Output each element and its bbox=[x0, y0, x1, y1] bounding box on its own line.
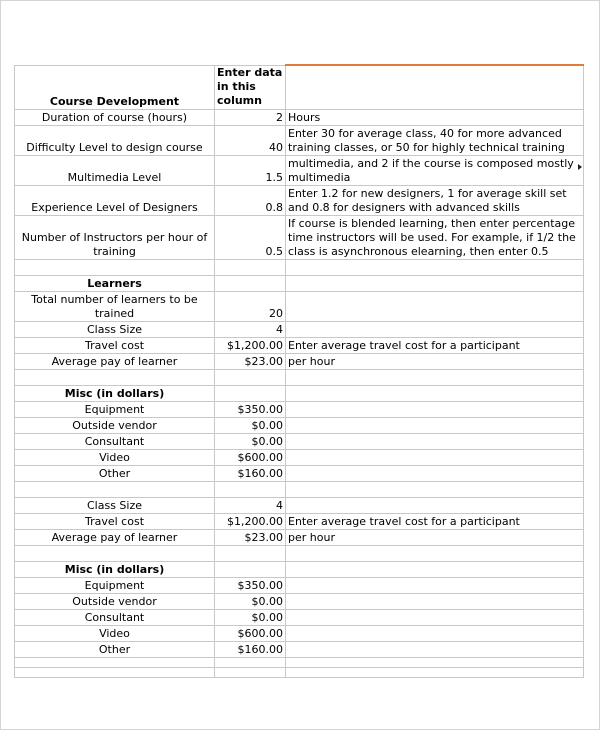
value-cell[interactable]: $160.00 bbox=[215, 641, 286, 657]
section-header-cell[interactable]: Learners bbox=[15, 275, 215, 291]
label-cell[interactable] bbox=[15, 545, 215, 561]
note-text: Enter 1.2 for new designers, 1 for average skill set and 0.8 for designers with advanced skills bbox=[288, 186, 567, 214]
table-row bbox=[15, 259, 584, 275]
label-cell[interactable]: Average pay of learner bbox=[15, 353, 215, 369]
note-text: Enter average travel cost for a participant bbox=[288, 338, 520, 352]
note-text: per hour bbox=[288, 354, 335, 368]
value-cell[interactable]: 2 bbox=[215, 109, 286, 125]
table-row bbox=[15, 155, 584, 185]
value-cell[interactable]: $600.00 bbox=[215, 625, 286, 641]
label-cell[interactable]: Travel cost bbox=[15, 337, 215, 353]
note-cell[interactable] bbox=[286, 577, 584, 593]
value-cell[interactable]: $0.00 bbox=[215, 609, 286, 625]
table-row bbox=[15, 593, 584, 609]
note-cell[interactable] bbox=[286, 155, 584, 185]
label-cell[interactable] bbox=[15, 657, 215, 667]
note-cell[interactable] bbox=[286, 641, 584, 657]
table-row bbox=[15, 529, 584, 545]
table-row bbox=[15, 465, 584, 481]
note-text: per hour bbox=[288, 530, 335, 544]
table-row bbox=[15, 353, 584, 369]
table-row bbox=[15, 561, 584, 577]
table-row bbox=[15, 291, 584, 321]
note-text: Hours bbox=[288, 110, 321, 124]
text-overflow-arrow-icon bbox=[578, 164, 582, 170]
note-cell[interactable] bbox=[286, 417, 584, 433]
value-cell[interactable]: $350.00 bbox=[215, 401, 286, 417]
label-cell[interactable]: Total number of learners to be trained bbox=[15, 291, 215, 321]
value-cell[interactable] bbox=[215, 667, 286, 677]
value-cell[interactable]: $350.00 bbox=[215, 577, 286, 593]
note-cell[interactable] bbox=[286, 609, 584, 625]
label-cell[interactable]: Video bbox=[15, 625, 215, 641]
table-row bbox=[15, 321, 584, 337]
table-row bbox=[15, 577, 584, 593]
table-row bbox=[15, 513, 584, 529]
note-cell[interactable] bbox=[286, 337, 584, 353]
table-row bbox=[15, 385, 584, 401]
label-cell[interactable] bbox=[15, 259, 215, 275]
note-cell[interactable] bbox=[286, 593, 584, 609]
table-row bbox=[15, 185, 584, 215]
value-cell[interactable]: $0.00 bbox=[215, 417, 286, 433]
value-cell[interactable] bbox=[215, 545, 286, 561]
note-cell[interactable] bbox=[286, 667, 584, 677]
table-row bbox=[15, 657, 584, 667]
label-cell[interactable]: Consultant bbox=[15, 609, 215, 625]
note-cell[interactable] bbox=[286, 561, 584, 577]
label-cell[interactable]: Outside vendor bbox=[15, 593, 215, 609]
note-cell[interactable] bbox=[286, 529, 584, 545]
label-cell[interactable]: Other bbox=[15, 641, 215, 657]
note-cell[interactable] bbox=[286, 385, 584, 401]
note-cell[interactable] bbox=[286, 321, 584, 337]
label-cell[interactable] bbox=[15, 481, 215, 497]
label-cell[interactable] bbox=[15, 369, 215, 385]
value-cell[interactable]: 40 bbox=[215, 125, 286, 155]
note-text: If course is blended learning, then enter percentage time instructors will be used. For example, if 1/2 the class is asynchronous elearning, then enter 0.5 bbox=[288, 216, 576, 258]
note-cell[interactable] bbox=[286, 497, 584, 513]
note-cell[interactable] bbox=[286, 513, 584, 529]
table-row bbox=[15, 625, 584, 641]
label-cell[interactable]: Equipment bbox=[15, 577, 215, 593]
table-row bbox=[15, 641, 584, 657]
value-cell[interactable]: 0.8 bbox=[215, 185, 286, 215]
note-cell[interactable] bbox=[286, 185, 584, 215]
value-cell[interactable]: 4 bbox=[215, 497, 286, 513]
value-cell[interactable]: $600.00 bbox=[215, 449, 286, 465]
label-cell[interactable] bbox=[15, 667, 215, 677]
label-cell[interactable]: Difficulty Level to design course bbox=[15, 125, 215, 155]
label-cell[interactable]: Multimedia Level bbox=[15, 155, 215, 185]
value-cell[interactable] bbox=[215, 369, 286, 385]
value-cell[interactable]: $23.00 bbox=[215, 529, 286, 545]
header-note-cell[interactable] bbox=[286, 65, 584, 109]
section-header-cell[interactable]: Misc (in dollars) bbox=[15, 561, 215, 577]
note-cell[interactable] bbox=[286, 353, 584, 369]
spreadsheet bbox=[14, 64, 584, 678]
label-cell[interactable]: Experience Level of Designers bbox=[15, 185, 215, 215]
note-cell[interactable] bbox=[286, 109, 584, 125]
value-cell[interactable]: 1.5 bbox=[215, 155, 286, 185]
header-row bbox=[15, 65, 584, 109]
table-row bbox=[15, 125, 584, 155]
value-cell[interactable] bbox=[215, 481, 286, 497]
value-cell[interactable]: $1,200.00 bbox=[215, 337, 286, 353]
table-row bbox=[15, 275, 584, 291]
label-cell[interactable]: Class Size bbox=[15, 321, 215, 337]
value-cell[interactable]: $1,200.00 bbox=[215, 513, 286, 529]
value-cell[interactable] bbox=[215, 259, 286, 275]
note-text: multimedia, and 2 if the course is composed mostly multimedia bbox=[288, 156, 574, 184]
label-cell[interactable]: Outside vendor bbox=[15, 417, 215, 433]
section-header-cell[interactable]: Misc (in dollars) bbox=[15, 385, 215, 401]
table-row bbox=[15, 417, 584, 433]
label-cell[interactable]: Travel cost bbox=[15, 513, 215, 529]
label-cell[interactable]: Average pay of learner bbox=[15, 529, 215, 545]
header-column-label[interactable]: Enter data in this column bbox=[215, 65, 286, 109]
table-row bbox=[15, 369, 584, 385]
label-cell[interactable]: Equipment bbox=[15, 401, 215, 417]
note-cell[interactable] bbox=[286, 401, 584, 417]
note-text: Enter average travel cost for a participant bbox=[288, 514, 520, 528]
table-row bbox=[15, 545, 584, 561]
note-cell[interactable] bbox=[286, 291, 584, 321]
table-row bbox=[15, 609, 584, 625]
table-row bbox=[15, 497, 584, 513]
note-text: Enter 30 for average class, 40 for more advanced training classes, or 50 for highly technical training bbox=[288, 126, 565, 154]
value-cell[interactable]: 4 bbox=[215, 321, 286, 337]
table-row bbox=[15, 215, 584, 259]
table-row bbox=[15, 667, 584, 677]
value-cell[interactable]: 0.5 bbox=[215, 215, 286, 259]
value-cell[interactable] bbox=[215, 657, 286, 667]
note-cell[interactable] bbox=[286, 125, 584, 155]
note-cell[interactable] bbox=[286, 369, 584, 385]
note-cell[interactable] bbox=[286, 215, 584, 259]
note-cell[interactable] bbox=[286, 465, 584, 481]
note-cell[interactable] bbox=[286, 433, 584, 449]
label-cell[interactable]: Class Size bbox=[15, 497, 215, 513]
label-cell[interactable]: Consultant bbox=[15, 433, 215, 449]
note-cell[interactable] bbox=[286, 259, 584, 275]
label-cell[interactable]: Duration of course (hours) bbox=[15, 109, 215, 125]
header-title[interactable]: Course Development bbox=[15, 65, 215, 109]
label-cell[interactable]: Other bbox=[15, 465, 215, 481]
note-cell[interactable] bbox=[286, 275, 584, 291]
value-cell[interactable] bbox=[215, 561, 286, 577]
note-cell[interactable] bbox=[286, 657, 584, 667]
table-row bbox=[15, 433, 584, 449]
label-cell[interactable]: Video bbox=[15, 449, 215, 465]
table-row bbox=[15, 401, 584, 417]
value-cell[interactable]: 20 bbox=[215, 291, 286, 321]
value-cell[interactable]: $23.00 bbox=[215, 353, 286, 369]
value-cell[interactable]: $160.00 bbox=[215, 465, 286, 481]
value-cell[interactable] bbox=[215, 385, 286, 401]
value-cell[interactable]: $0.00 bbox=[215, 593, 286, 609]
note-cell[interactable] bbox=[286, 545, 584, 561]
label-cell[interactable]: Number of Instructors per hour of training bbox=[15, 215, 215, 259]
note-cell[interactable] bbox=[286, 449, 584, 465]
table-row bbox=[15, 481, 584, 497]
note-cell[interactable] bbox=[286, 481, 584, 497]
value-cell[interactable] bbox=[215, 275, 286, 291]
table-row bbox=[15, 109, 584, 125]
note-cell[interactable] bbox=[286, 625, 584, 641]
table-row bbox=[15, 449, 584, 465]
value-cell[interactable]: $0.00 bbox=[215, 433, 286, 449]
table-row bbox=[15, 337, 584, 353]
